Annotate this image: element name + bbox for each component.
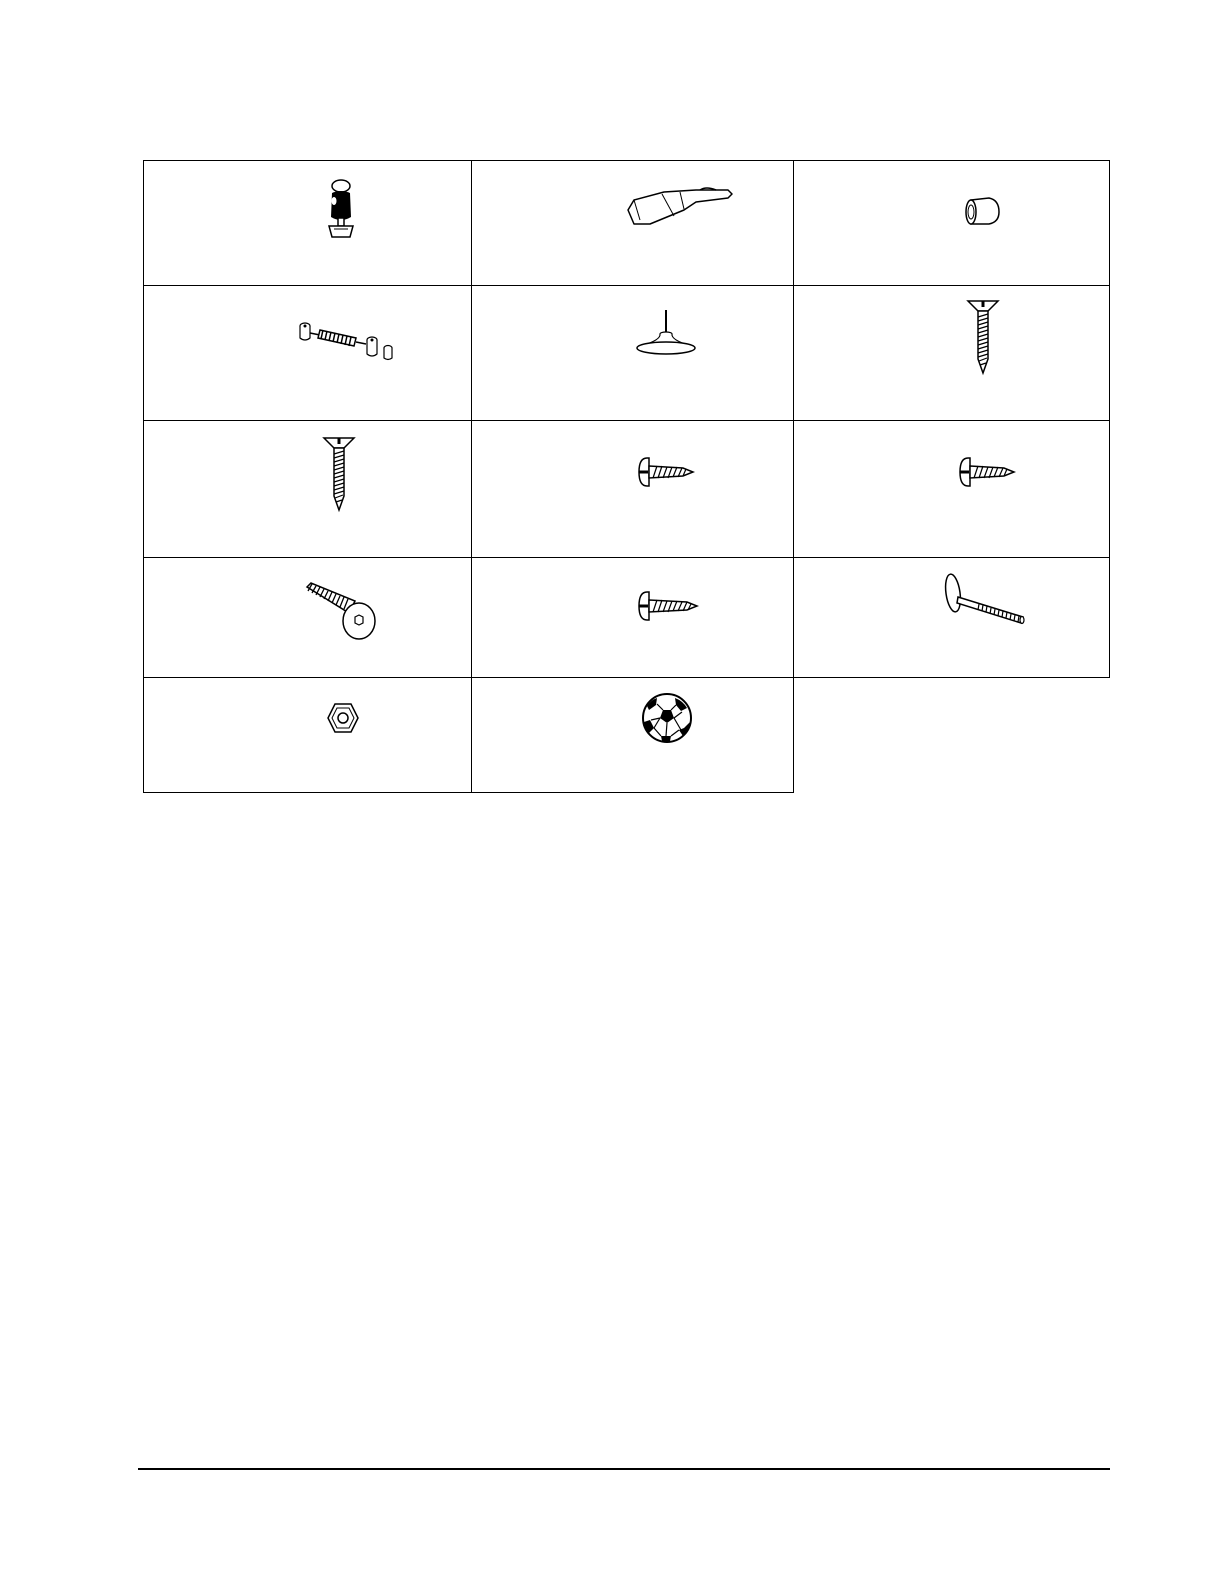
table-cell (471, 557, 793, 677)
handle-grip-icon (624, 180, 734, 230)
end-cap-icon (963, 194, 1003, 228)
table-cell (471, 160, 793, 285)
table-cell (471, 285, 793, 420)
footer-rule (138, 1468, 1110, 1470)
table-cell (471, 677, 793, 792)
spring-rod-icon (296, 316, 396, 366)
table-cell (143, 420, 471, 557)
leveler-foot-icon (631, 308, 701, 358)
soccer-ball-icon (641, 692, 693, 744)
long-flat-head-screw-icon (966, 299, 1002, 375)
table-cell (793, 420, 1110, 557)
table-cell (143, 160, 471, 285)
carriage-bolt-icon (943, 571, 1033, 631)
flat-head-screw-icon (322, 436, 358, 512)
table-cell (471, 420, 793, 557)
table-cell (793, 285, 1110, 420)
hex-nut-icon (326, 701, 360, 735)
table-cell (143, 557, 471, 677)
hex-socket-bolt-icon (303, 577, 383, 647)
player-figure-icon (321, 177, 361, 247)
table-border-bottom (143, 792, 794, 793)
table-cell (143, 285, 471, 420)
pan-head-screw-long-icon (637, 590, 701, 626)
table-cell (793, 160, 1110, 285)
table-cell (143, 677, 471, 792)
pan-head-screw-icon (958, 456, 1018, 492)
pan-head-screw-icon (637, 456, 697, 492)
table-cell (793, 557, 1110, 677)
